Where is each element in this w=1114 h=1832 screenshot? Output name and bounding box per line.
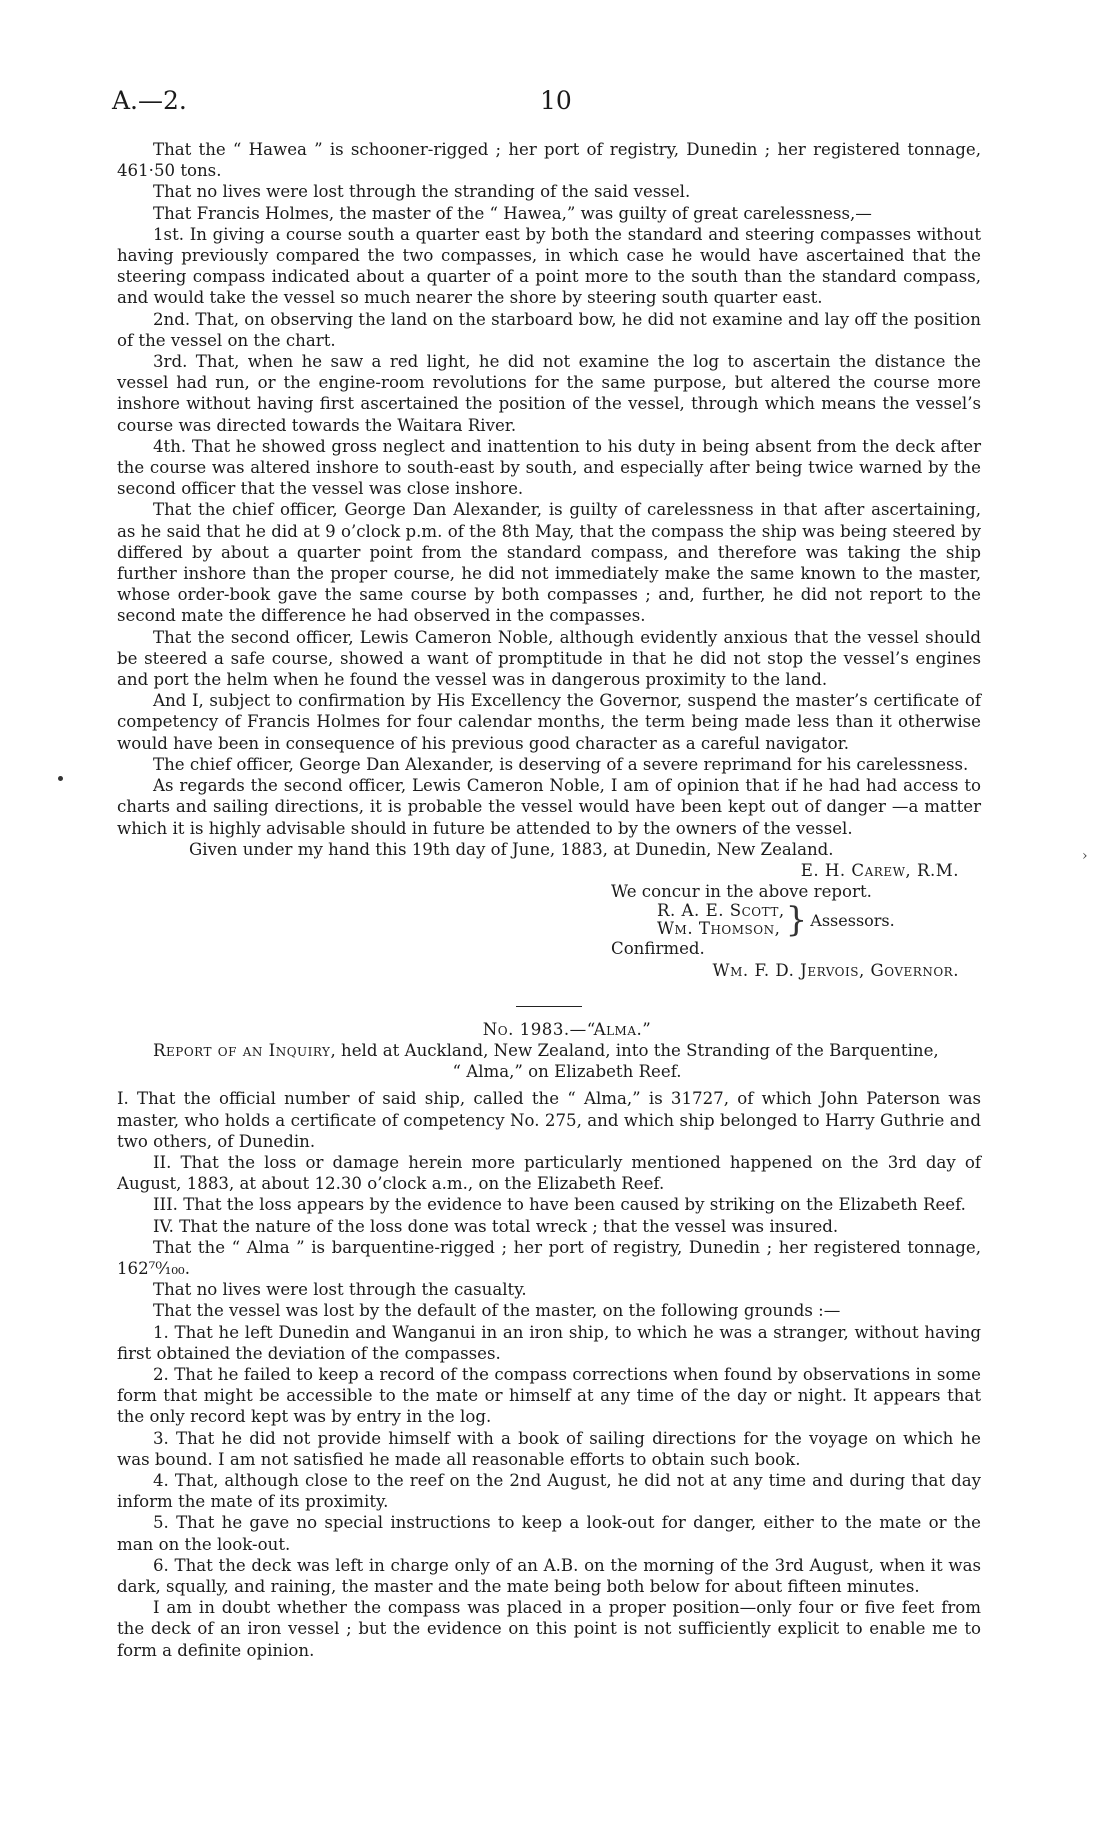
report-heading [117,1040,981,1082]
margin-dot [58,776,63,781]
hawea-report-continuation [117,139,981,860]
paragraph: 1st. In giving a course south a quarter east by both the standard and steering compasses without having previously compared the two compasses, in which case he would have ascertained that the steering compass indicated about a quarter of a point more to the south than the standard compass, and would take the vessel so much nearer the shore by steering south quarter east. [117,224,981,308]
paragraph: That Francis Holmes, the master of the “ Hawea,” was guilty of great carelessness,— [153,203,872,223]
paragraph: 1. That he left Dunedin and Wanganui in an iron ship, to which he was a stranger, without having first obtained the deviation of the compasses. [117,1322,981,1363]
paragraph: II. That the loss or damage herein more particularly mentioned happened on the 3rd day of August, 1883, at about 12.30 o’clock a.m., on the Elizabeth Reef. [117,1152,981,1194]
paragraph: III. That the loss appears by the evidence to have been caused by striking on the Elizabeth Reef. [153,1195,966,1215]
alma-report [117,1019,981,1661]
paragraph: 4th. That he showed gross neglect and inattention to his duty in being absent from the deck after the course was altered inshore to south-east by south, and especially after being twice warned by the second officer that the vessel was close inshore. [117,436,981,499]
given-under-hand: Given under my hand this 19th day of June, 1883, at Dunedin, New Zealand. [189,839,834,859]
signature-block [117,860,981,981]
paragraph: I. That the official number of said ship, called the “ Alma,” is 31727, of which John Paterson was master, who holds a certificate of competency No. 275, and which ship belonged to Harry Guthrie and two others, of Dunedin. [117,1089,981,1151]
paragraph: 2nd. That, on observing the land on the starboard bow, he did not examine and lay off the position of the vessel on the chart. [117,309,981,350]
section-divider [516,1006,582,1007]
paragraph: 3rd. That, when he saw a red light, he did not examine the log to ascertain the distance the vessel had run, or the engine-room revolutions for the same purpose, but altered the course more inshore without having first ascertained the position of the vessel, through which means the vessel’s course was directed towards the Waitara River. [117,352,981,435]
assessor-names [657,902,785,938]
page-header [112,86,992,126]
confirmed-label: Confirmed. [611,939,705,959]
paragraph: 5. That he gave no special instructions to keep a look-out for danger, either to the mate or the man on the look-out. [117,1513,981,1554]
paragraph: As regards the second officer, Lewis Cameron Noble, I am of opinion that if he had had access to charts and sailing directions, it is probable the vessel would have been kept out of danger —a matter which it is highly advisable should in future be attended to by the owners of the vessel. [117,776,981,838]
document-reference: A.—2. [112,86,187,115]
section-title: No. 1983.—“Alma.” [482,1019,652,1039]
paragraph: That the “ Alma ” is barquentine-rigged ; her port of registry, Dunedin ; her registered tonnage, 162⁷⁰⁄₁₀₀. [117,1237,981,1278]
assessor-name: Wm. Thomson, [657,919,781,939]
assessors-block [117,900,981,941]
paragraph: That the second officer, Lewis Cameron Noble, although evidently anxious that the vessel should be steered a safe course, showed a want of promptitude in that he did not stop the vessel’s engines and port the helm when he found the vessel was in dangerous proximity to the land. [117,627,981,690]
paragraph: That no lives were lost through the stranding of the said vessel. [153,182,691,202]
assessors-label: Assessors. [810,910,895,930]
document-body [117,139,981,1661]
concurrence-line: We concur in the above report. [611,882,872,902]
paragraph: That the vessel was lost by the default of the master, on the following grounds :— [153,1301,841,1321]
magistrate-signature: E. H. Carew, R.M. [800,860,959,880]
paragraph: The chief officer, George Dan Alexander, is deserving of a severe reprimand for his carelessness. [153,754,969,774]
paragraph: 6. That the deck was left in charge only of an A.B. on the morning of the 3rd August, when it was dark, squally, and raining, the master and the mate being both below for about fifteen minutes. [117,1555,981,1596]
page-number: 10 [540,86,572,115]
margin-mark: › [1082,848,1088,864]
paragraph: That no lives were lost through the casualty. [153,1280,527,1300]
report-heading-line1: , held at Auckland, New Zealand, into the Stranding of the Barquentine, [330,1040,939,1060]
paragraph: 2. That he failed to keep a record of the compass corrections when found by observations in some form that might be accessible to the mate or himself at any time of the day or night. It appears that the only record kept was by entry in the log. [117,1364,981,1427]
paragraph: And I, subject to confirmation by His Excellency the Governor, suspend the master’s certificate of competency of Francis Holmes for four calendar months, the term being made less than it otherwise would have been in consequence of his previous good character as a careful navigator. [117,691,981,753]
report-heading-line2: “ Alma,” on Elizabeth Reef. [452,1062,682,1082]
paragraph: 3. That he did not provide himself with a book of sailing directions for the voyage on which he was bound. I am not satisfied he made all reasonable efforts to obtain such book. [117,1428,981,1469]
assessor-name: R. A. E. Scott, [657,901,785,921]
paragraph: That the chief officer, George Dan Alexander, is guilty of carelessness in that after ascertaining, as he said that he did at 9 o’clock p.m. of the 8th May, that the compass the ship was being steered by differed by about a quarter point from the standard compass, and therefore was taking the ship further inshore than the proper course, he did not immediately make the same known to the master, whose order-book gave the same course by both compasses ; and, further, he did not report to the second mate the difference he had observed in the compasses. [117,500,981,626]
paragraph: That the “ Hawea ” is schooner-rigged ; her port of registry, Dunedin ; her registered tonnage, 461·50 tons. [117,140,981,181]
brace-icon: } [785,900,808,941]
paragraph: IV. That the nature of the loss done was total wreck ; that the vessel was insured. [153,1216,839,1236]
paragraph: 4. That, although close to the reef on the 2nd August, he did not at any time and during that day inform the mate of its proximity. [117,1470,981,1512]
paragraph: I am in doubt whether the compass was placed in a proper position—only four or five feet from the deck of an iron vessel ; but the evidence on this point is not sufficiently explicit to enable me to form a definite opinion. [117,1598,981,1660]
governor-signature: Wm. F. D. Jervois, Governor. [712,960,959,980]
report-heading-lead: Report of an Inquiry [153,1040,331,1060]
